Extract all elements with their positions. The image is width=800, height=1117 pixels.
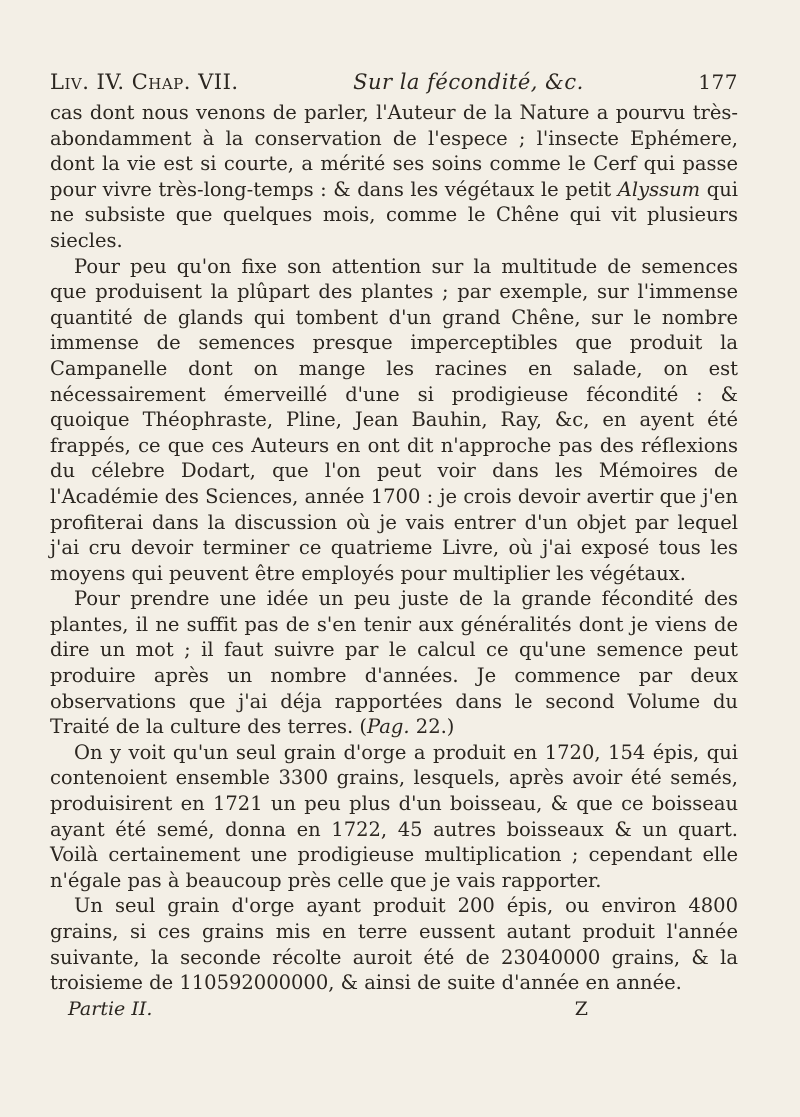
paragraph: Un seul grain d'orge ayant produit 200 épis, ou environ 4800 grains, si ces grains mis en terre eussent autant produit l'année suivante, la seconde récolte auroit été de 23040000 grains, & la troisieme de 110592000000, & ainsi de suite d'année en année. bbox=[50, 894, 738, 995]
paragraph: Pour peu qu'on fixe son attention sur la multitude de semences que produisent la plûpart des plantes ; par exemple, sur l'immense quantité de glands qui tombent d'un grand Chêne, sur le nombre immense de semences presque imperceptibles que produit la Campanelle dont on mange les racines en salade, on est nécessairement émerveillé d'une si prodigieuse fécondité : & quoique Théophraste, Pline, Jean Bauhin, Ray, &c, en ayent été frappés, ce que ces Auteurs en ont dit n'approche pas des réflexions du célebre Dodart, que l'on peut voir dans les Mémoires de l'Académie des Sciences, année 1700 : je crois devoir avertir que j'en profiterai dans la discussion où je vais entrer d'un objet par lequel j'ai cru devoir terminer ce quatrieme Livre, où j'ai exposé tous les moyens qui peuvent être employés pour multiplier les végétaux. bbox=[50, 254, 738, 585]
page-number: 177 bbox=[698, 70, 738, 94]
section-title: Sur la fécondité, &c. bbox=[353, 70, 584, 94]
page-footer bbox=[50, 998, 738, 1020]
chapter-heading: Liv. IV. Chap. VII. bbox=[50, 70, 239, 94]
running-header bbox=[50, 70, 738, 94]
paragraph: On y voit qu'un seul grain d'orge a produit en 1720, 154 épis, qui contenoient ensemble 3300 grains, lesquels, après avoir été semés, produisirent en 1721 un peu plus d'un boisseau, & que ce boisseau ayant été semé, donna en 1722, 45 autres boisseaux & un quart. Voilà certainement une prodigieuse multiplication ; cependant elle n'égale pas à beaucoup près celle que je vais rapporter. bbox=[50, 740, 738, 892]
paragraph: Pour prendre une idée un peu juste de la grande fécondité des plantes, il ne suffit pas de s'en tenir aux généralités dont je viens de dire un mot ; il faut suivre par le calcul ce qu'une semence peut produire après un nombre d'années. Je commence par deux observations que j'ai déja rapportées dans le second Volume du Traité de la culture des terres. (Pag. 22.) bbox=[50, 587, 738, 739]
part-label: Partie II. bbox=[68, 997, 153, 1020]
body-text bbox=[50, 100, 738, 996]
paragraph: cas dont nous venons de parler, l'Auteur de la Nature a pourvu très-abondamment à la conservation de l'espece ; l'insecte Ephémere, dont la vie est si courte, a mérité ses soins comme le Cerf qui passe pour vivre très-long-temps : & dans les végétaux le petit Alyssum qui ne subsiste que quelques mois, comme le Chêne qui vit plusieurs siecles. bbox=[50, 101, 738, 252]
signature-mark: Z bbox=[574, 997, 588, 1020]
